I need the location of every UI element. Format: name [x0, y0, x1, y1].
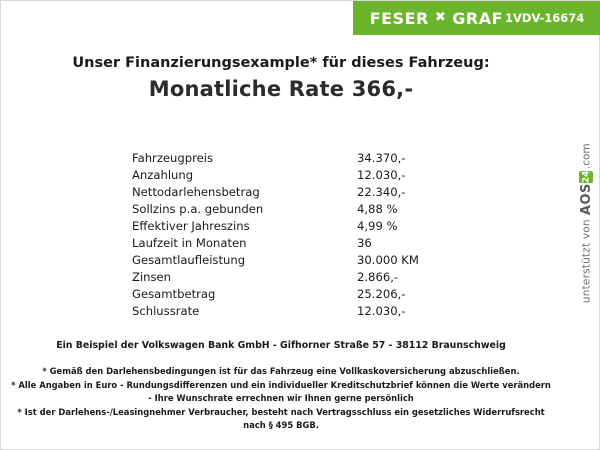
finance-table-body — [132, 149, 472, 319]
brand-name-first: FESER — [369, 8, 429, 28]
row-label: Gesamtbetrag — [132, 286, 216, 301]
row-value: 25.206,- — [357, 286, 406, 301]
row-label: Effektiver Jahreszins — [132, 218, 250, 233]
table-row — [132, 183, 472, 200]
footnote-line: * Ist der Darlehens-/Leasingnehmer Verbraucher, besteht nach Vertragsschluss ein gesetzliches Widerrufsrecht — [17, 406, 545, 417]
row-value: 30.000 KM — [357, 252, 419, 267]
page-title: Unser Finanzierungsexample* für dieses Fahrzeug: — [72, 55, 490, 71]
row-label: Sollzins p.a. gebunden — [132, 201, 264, 216]
provider-attribution — [575, 143, 597, 333]
footnotes — [1, 365, 561, 433]
row-label: Nettodarlehensbetrag — [132, 184, 260, 199]
aos24-badge: 24 — [581, 170, 591, 184]
cross-icon: ✖ — [434, 9, 447, 25]
table-row — [132, 217, 472, 234]
header-brand-band — [353, 1, 600, 35]
row-value: 2.866,- — [357, 269, 399, 284]
aos-logo-text: AOS — [578, 183, 594, 216]
monthly-rate-title: Monatliche Rate 366,- — [148, 77, 414, 101]
row-value: 4,99 % — [357, 218, 398, 233]
supported-by-label: unterstützt von — [580, 219, 592, 304]
footnote-line: * Alle Angaben in Euro - Rundungsdifferenzen und ein individueller Kreditschutzbrief können die Werte verändern — [11, 379, 551, 390]
provider-attribution-text — [579, 143, 594, 303]
brand-name-second: GRAF — [452, 8, 503, 28]
vehicle-code: 1VDV-16674 — [505, 11, 585, 25]
row-value: 4,88 % — [357, 201, 398, 216]
table-row — [132, 285, 472, 302]
row-value: 12.030,- — [357, 303, 406, 318]
row-label: Zinsen — [132, 269, 172, 284]
row-label: Gesamtlaufleistung — [132, 252, 246, 267]
table-row — [132, 302, 472, 319]
row-value: 36 — [357, 235, 372, 250]
row-value: 12.030,- — [357, 167, 406, 182]
row-label: Schlussrate — [132, 303, 200, 318]
table-row — [132, 166, 472, 183]
table-row — [132, 268, 472, 285]
row-label: Laufzeit in Monaten — [132, 235, 247, 250]
brand-lockup — [370, 9, 585, 28]
table-row — [132, 234, 472, 251]
footnote-line: - Ihre Wunschrate errechnen wir Ihnen gerne persönlich — [148, 393, 414, 403]
row-value: 22.340,- — [357, 184, 406, 199]
table-row — [132, 251, 472, 268]
table-row — [132, 149, 472, 166]
aos-domain-suffix: .com — [580, 143, 592, 169]
footnote-line: nach § 495 BGB. — [243, 420, 319, 430]
row-label: Anzahlung — [132, 167, 194, 182]
finance-table — [132, 149, 472, 319]
table-row — [132, 200, 472, 217]
bank-info-line: Ein Beispiel der Volkswagen Bank GmbH - Gifhorner Straße 57 - 38112 Braunschweig — [56, 340, 506, 351]
row-label: Fahrzeugpreis — [132, 150, 214, 165]
footnote-line: * Gemäß den Darlehensbedingungen ist für das Fahrzeug eine Vollkaskoversicherung abzuschließen. — [42, 366, 520, 376]
row-value: 34.370,- — [357, 150, 406, 165]
